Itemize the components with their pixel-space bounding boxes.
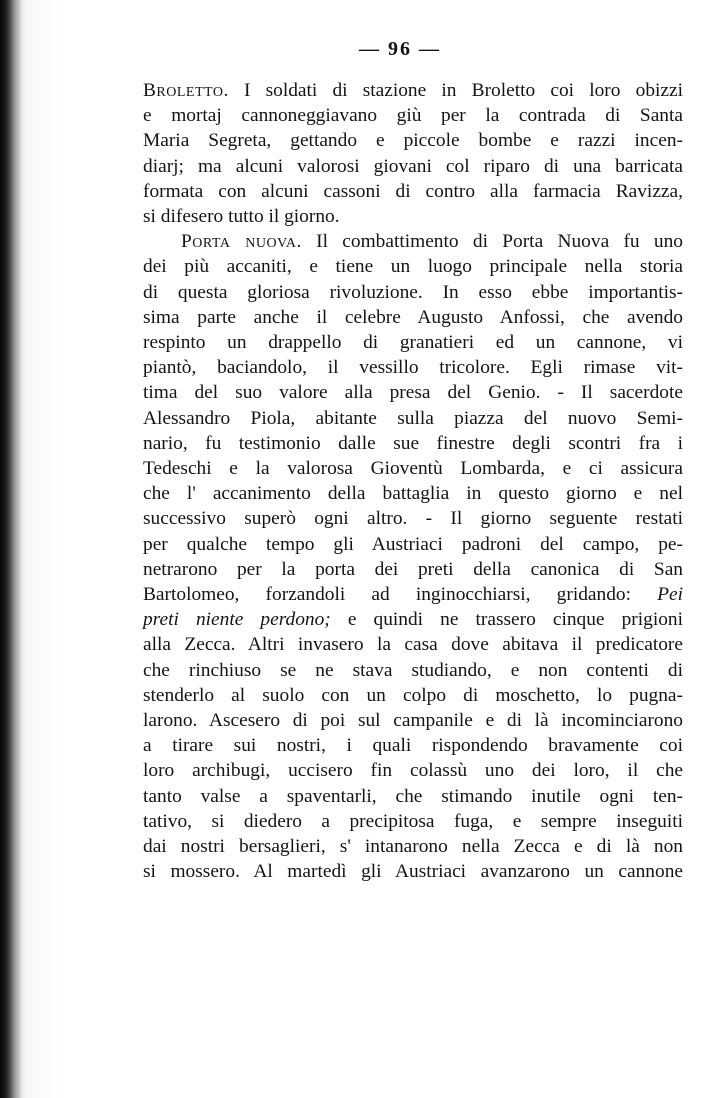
text-line: diarj; ma alcuni valorosi giovani col riparo di una barricata xyxy=(143,155,683,177)
text-line: Alessandro Piola, abitante sulla piazza del nuovo Semi- xyxy=(143,407,683,429)
text-line: piantò, baciandolo, il vessillo tricolore. Egli rimase vit- xyxy=(143,357,683,379)
text-line: che rinchiuso se ne stava studiando, e non contenti di xyxy=(143,659,683,681)
text-line: respinto un drappello di granatieri ed un cannone, vi xyxy=(143,332,683,354)
text-line: dai nostri bersaglieri, s' intanarono nella Zecca e di là non xyxy=(143,836,683,858)
text-line: formata con alcuni cassoni di contro alla farmacia Ravizza, xyxy=(143,180,683,202)
text-line: sima parte anche il celebre Augusto Anfossi, che avendo xyxy=(143,306,683,328)
text-line: loro archibugi, uccisero fin colassù uno dei loro, il che xyxy=(143,760,683,782)
text-line: Porta nuova. Il combattimento di Porta Nuova fu uno xyxy=(181,231,683,253)
text-line: e mortaj cannoneggiavano giù per la contrada di Santa xyxy=(143,105,683,127)
text-line: stenderlo al suolo con un colpo di moschetto, lo pugna- xyxy=(143,684,683,706)
text-line: nario, fu testimonio dalle sue finestre degli scontri fra i xyxy=(143,432,683,454)
text-line: larono. Ascesero di poi sul campanile e di là incominciarono xyxy=(143,710,683,732)
text-line: successivo superò ogni altro. - Il giorno seguente restati xyxy=(143,508,683,530)
text-line: tativo, si diedero a precipitosa fuga, e sempre inseguiti xyxy=(143,810,683,832)
binding-shadow xyxy=(0,0,22,1098)
text-line: netrarono per la porta dei preti della canonica di San xyxy=(143,558,683,580)
text-line: dei più accaniti, e tiene un luogo principale nella storia xyxy=(143,256,683,278)
text-line: tanto valse a spaventarli, che stimando inutile ogni ten- xyxy=(143,785,683,807)
text-line: di questa gloriosa rivoluzione. In esso ebbe importantis- xyxy=(143,281,683,303)
text-line: alla Zecca. Altri invasero la casa dove abitava il predicatore xyxy=(143,634,683,656)
text-line: Broletto. I soldati di stazione in Broletto coi loro obizzi xyxy=(143,80,683,101)
text-line: Tedeschi e la valorosa Gioventù Lombarda, e ci assicura xyxy=(143,458,683,480)
text-line: Bartolomeo, forzandoli ad inginocchiarsi, gridando: Pei xyxy=(143,584,683,606)
section-heading-broletto: Broletto. xyxy=(143,80,229,101)
text-line: preti niente perdono; e quindi ne trassero cinque prigioni xyxy=(143,609,683,631)
text-line: tima del suo valore alla presa del Genio. - Il sacerdote xyxy=(143,382,683,404)
text-line: a tirare sui nostri, i quali rispondendo bravamente coi xyxy=(143,735,683,757)
italic-quote: preti niente perdono; xyxy=(143,609,331,631)
body-text xyxy=(143,78,683,885)
text-line: per qualche tempo gli Austriaci padroni del campo, pe- xyxy=(143,533,683,555)
text-line: Maria Segreta, gettando e piccole bombe e razzi incen- xyxy=(143,130,683,152)
italic-quote: Pei xyxy=(657,584,683,606)
section-heading-porta-nuova: Porta nuova. xyxy=(181,231,302,253)
page-number: — 96 — xyxy=(359,38,441,60)
text-line: si mossero. Al martedì gli Austriaci avanzarono un cannone xyxy=(143,861,683,883)
text-line: si difesero tutto il giorno. xyxy=(143,206,340,228)
text-line: che l' accanimento della battaglia in questo giorno e nel xyxy=(143,483,683,505)
